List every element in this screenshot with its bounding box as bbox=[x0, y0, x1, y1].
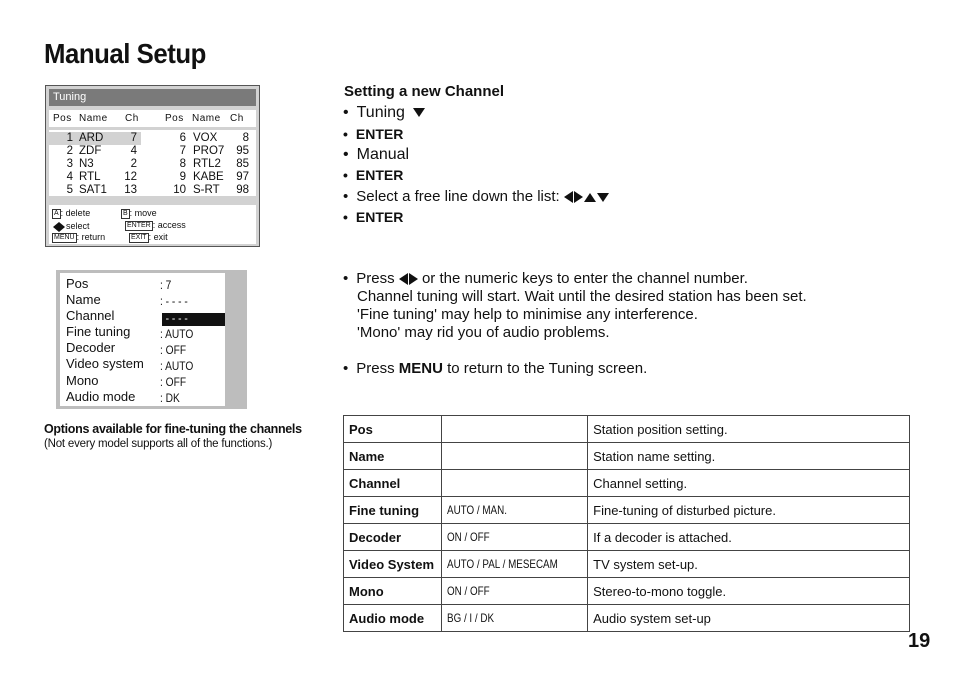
tuning-footer-help bbox=[49, 205, 256, 244]
option-values bbox=[442, 443, 588, 470]
setup-value-fine-tuning[interactable]: : AUTO bbox=[160, 327, 194, 341]
setup-value-video-system[interactable]: : AUTO bbox=[160, 359, 194, 373]
col-header-name: Name bbox=[192, 113, 221, 124]
arrow-up-icon bbox=[584, 193, 596, 202]
options-caption-note: (Not every model supports all of the functions.) bbox=[44, 438, 273, 450]
press-menu-line: • Press MENU to return to the Tuning screen. bbox=[343, 360, 648, 377]
setup-label-name: Name bbox=[66, 292, 101, 307]
channel-row[interactable]: 1 ARD 7 bbox=[49, 132, 149, 145]
tuning-screen bbox=[45, 85, 260, 247]
option-description: TV system set-up. bbox=[588, 551, 910, 578]
table-row bbox=[344, 605, 910, 632]
setup-value-channel[interactable]: : - - - - bbox=[160, 311, 188, 325]
option-description: Fine-tuning of disturbed picture. bbox=[588, 497, 910, 524]
tuning-column-headers bbox=[49, 110, 256, 127]
setup-label-video-system: Video system bbox=[66, 356, 144, 371]
channel-row[interactable]: 9 KABE 97 bbox=[179, 171, 249, 183]
option-name: Pos bbox=[344, 416, 442, 443]
channel-row[interactable]: 4 RTL 12 bbox=[66, 171, 137, 183]
key-exit: EXIT bbox=[131, 233, 147, 241]
channel-setup-screen bbox=[56, 270, 247, 409]
option-description: Station position setting. bbox=[588, 416, 910, 443]
channel-row[interactable]: 6 VOX 8 bbox=[179, 132, 249, 144]
option-values: ON / OFF bbox=[442, 578, 588, 605]
setup-label-audio-mode: Audio mode bbox=[66, 389, 136, 404]
table-row bbox=[344, 470, 910, 497]
arrow-left-icon bbox=[399, 273, 408, 285]
key-enter: ENTER bbox=[127, 221, 151, 229]
step-enter-2: • ENTER bbox=[343, 167, 404, 183]
option-values: ON / OFF bbox=[442, 524, 588, 551]
col-header-ch: Ch bbox=[125, 113, 139, 124]
help-select: select bbox=[52, 221, 90, 232]
setup-value-decoder[interactable]: : OFF bbox=[160, 343, 187, 357]
col-header-pos: Pos bbox=[53, 113, 72, 124]
option-name: Video System bbox=[344, 551, 442, 578]
page-title: Manual Setup bbox=[44, 38, 206, 69]
setup-label-mono: Mono bbox=[66, 373, 99, 388]
section-heading: Setting a new Channel bbox=[344, 83, 505, 100]
table-row bbox=[344, 578, 910, 605]
page-number: 19 bbox=[908, 630, 931, 652]
up-down-arrow-icon bbox=[52, 222, 66, 232]
table-row bbox=[344, 416, 910, 443]
col-header-ch: Ch bbox=[230, 113, 244, 124]
channel-tuning-note: Channel tuning will start. Wait until the desired station has been set. bbox=[357, 288, 807, 305]
arrow-right-icon bbox=[409, 273, 418, 285]
channel-row[interactable]: 7 PRO7 95 bbox=[179, 145, 249, 157]
setup-label-pos: Pos bbox=[66, 276, 89, 291]
table-row bbox=[344, 524, 910, 551]
setup-value-audio-mode[interactable]: : DK bbox=[160, 391, 180, 405]
arrow-down-icon bbox=[597, 193, 609, 202]
help-return: MENU : return bbox=[54, 232, 106, 242]
options-table bbox=[343, 415, 910, 632]
col-header-pos: Pos bbox=[165, 113, 184, 124]
setup-label-fine-tuning: Fine tuning bbox=[66, 324, 131, 339]
setup-label-decoder: Decoder bbox=[66, 340, 116, 355]
channel-setup-form bbox=[60, 273, 225, 406]
option-description: If a decoder is attached. bbox=[588, 524, 910, 551]
help-move: B : move bbox=[123, 208, 157, 218]
setup-value-pos[interactable]: : 7 bbox=[160, 278, 172, 292]
option-values bbox=[442, 470, 588, 497]
option-values: BG / I / DK bbox=[442, 605, 588, 632]
step-tuning: • Tuning bbox=[343, 104, 425, 122]
option-values bbox=[442, 416, 588, 443]
channel-row[interactable]: 10 S-RT 98 bbox=[173, 184, 249, 196]
key-menu: MENU bbox=[54, 233, 75, 241]
option-description: Station name setting. bbox=[588, 443, 910, 470]
help-access: ENTER : access bbox=[127, 220, 186, 230]
channel-row[interactable]: 2 ZDF 4 bbox=[66, 145, 137, 157]
option-description: Stereo-to-mono toggle. bbox=[588, 578, 910, 605]
arrow-left-icon bbox=[564, 191, 573, 203]
tuning-header: Tuning bbox=[49, 89, 256, 106]
table-row bbox=[344, 497, 910, 524]
option-description: Audio system set-up bbox=[588, 605, 910, 632]
step-enter-3: • ENTER bbox=[343, 209, 404, 225]
option-description: Channel setting. bbox=[588, 470, 910, 497]
help-exit: EXIT : exit bbox=[131, 232, 168, 242]
table-row bbox=[344, 443, 910, 470]
option-name: Audio mode bbox=[344, 605, 442, 632]
option-name: Name bbox=[344, 443, 442, 470]
mono-note: 'Mono' may rid you of audio problems. bbox=[357, 324, 610, 341]
fine-tuning-note: 'Fine tuning' may help to minimise any interference. bbox=[357, 306, 698, 323]
menu-key-label: MENU bbox=[398, 360, 443, 377]
key-b: B bbox=[123, 209, 128, 217]
setup-value-mono[interactable]: : OFF bbox=[160, 375, 187, 389]
arrow-down-icon bbox=[413, 108, 425, 117]
option-name: Mono bbox=[344, 578, 442, 605]
options-caption-title: Options available for fine-tuning the channels bbox=[44, 422, 302, 436]
step-select-free-line: • Select a free line down the list: bbox=[343, 188, 609, 205]
step-manual: • Manual bbox=[343, 146, 410, 163]
help-delete: A : delete bbox=[54, 208, 91, 218]
table-row bbox=[344, 551, 910, 578]
step-enter-1: • ENTER bbox=[343, 126, 404, 142]
press-arrows-line: • Press or the numeric keys to enter the channel number. bbox=[343, 270, 748, 287]
option-values: AUTO / MAN. bbox=[442, 497, 588, 524]
option-name: Fine tuning bbox=[344, 497, 442, 524]
channel-list bbox=[49, 130, 256, 196]
setup-label-channel: Channel bbox=[66, 308, 115, 323]
arrow-right-icon bbox=[574, 191, 583, 203]
col-header-name: Name bbox=[79, 113, 108, 124]
option-name: Decoder bbox=[344, 524, 442, 551]
channel-row[interactable]: 8 RTL2 85 bbox=[179, 158, 249, 170]
key-a: A bbox=[54, 209, 59, 217]
option-name: Channel bbox=[344, 470, 442, 497]
setup-value-name[interactable]: : - - - - bbox=[160, 294, 188, 308]
channel-row[interactable]: 5 SAT1 13 bbox=[66, 184, 137, 196]
channel-row[interactable]: 3 N3 2 bbox=[66, 158, 137, 170]
option-values: AUTO / PAL / MESECAM bbox=[442, 551, 588, 578]
